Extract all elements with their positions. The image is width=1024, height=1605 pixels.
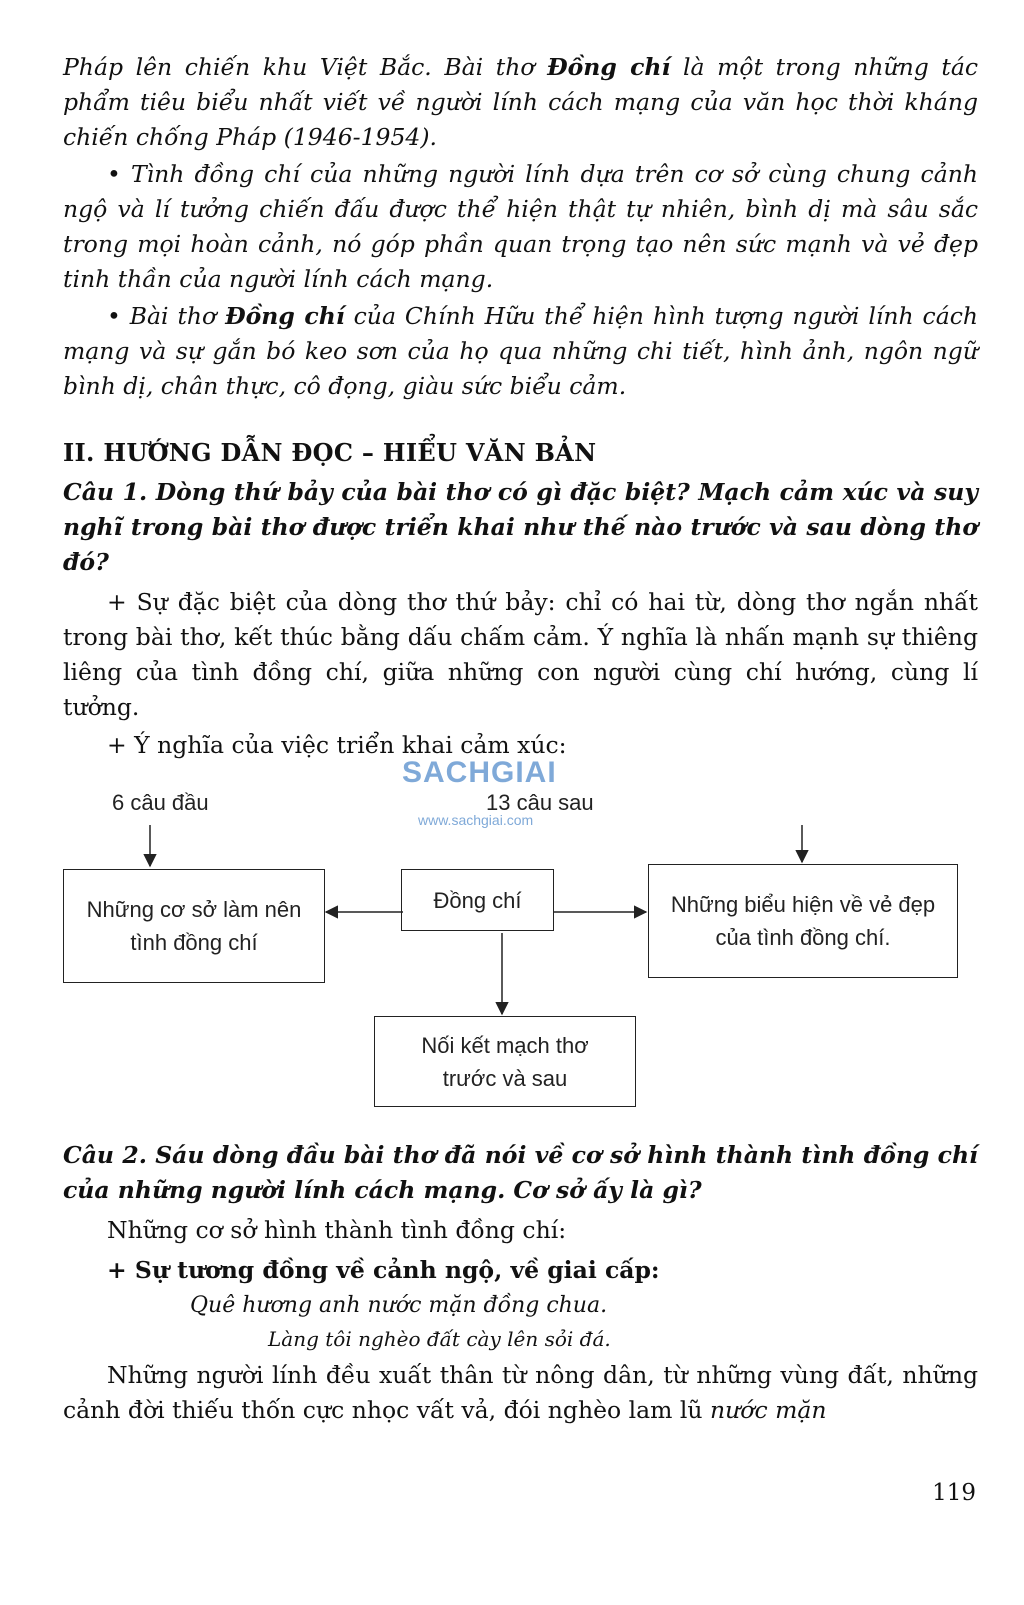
box-dong-chi: Đồng chí bbox=[401, 869, 554, 931]
q2-paragraph-text: Những người lính đều xuất thân từ nông dân, từ những vùng đất, những cảnh đời thiếu thốn cực nhọc vất vả, đói nghèo lam lũ bbox=[63, 1361, 978, 1424]
label-first-six-lines: 6 câu đầu bbox=[112, 790, 209, 815]
box-expressions: Những biểu hiện về vẻ đẹp của tình đồng chí. bbox=[648, 864, 958, 978]
bullet-1: • Tình đồng chí của những người lính dựa trên cơ sở cùng chung cảnh ngộ và lí tưởng chiến đấu được thể hiện thật tự nhiên, bình dị mà sâu sắc trong mọi hoàn cảnh, nó góp phần quan trọng tạo nên sức mạnh và vẻ đẹp tinh thần của người lính cách mạng. bbox=[63, 160, 978, 293]
answer-1-p2: + Ý nghĩa của việc triển khai cảm xúc: bbox=[107, 731, 567, 759]
intro-text: Pháp lên chiến khu Việt Bắc. Bài thơ bbox=[63, 53, 548, 81]
verse-line-2: Làng tôi nghèo đất cày lên sỏi đá. bbox=[268, 1327, 611, 1351]
q2-point-1: + Sự tương đồng về cảnh ngộ, về giai cấp: bbox=[107, 1256, 660, 1284]
verse-line-1: Quê hương anh nước mặn đồng chua. bbox=[190, 1293, 608, 1318]
bullet-2-lead: • Bài thơ bbox=[107, 302, 226, 330]
section-heading: II. HƯỚNG DẪN ĐỌC – HIỂU VĂN BẢN bbox=[63, 438, 597, 467]
intro-text-cont: là một trong những tác phẩm tiêu biểu nhất viết về người lính cách mạng của văn học thời kháng chiến chống Pháp (1946-1954). bbox=[63, 53, 978, 151]
q2-intro: Những cơ sở hình thành tình đồng chí: bbox=[107, 1216, 567, 1244]
bullet-2-text: của Chính Hữu thể hiện hình tượng người lính cách mạng và sự gắn bó keo sơn của họ qua những chi tiết, hình ảnh, ngôn ngữ bình dị, chân thực, cô đọng, giàu sức biểu cảm. bbox=[63, 302, 978, 400]
answer-1-p1: + Sự đặc biệt của dòng thơ thứ bảy: chỉ có hai từ, dòng thơ ngắn nhất trong bài thơ, kết thúc bằng dấu chấm cảm. Ý nghĩa là nhấn mạnh sự thiêng liêng của tình đồng chí, giữa những con người cùng chí hướng, cùng lí tưởng. bbox=[63, 588, 978, 721]
question-2: Câu 2. Sáu dòng đầu bài thơ đã nói về cơ sở hình thành tình đồng chí của những người lính cách mạng. Cơ sở ấy là gì? bbox=[63, 1141, 978, 1204]
intro-paragraph bbox=[63, 50, 978, 155]
q2-paragraph bbox=[63, 1358, 978, 1428]
poem-title: Đồng chí bbox=[547, 53, 671, 81]
q2-paragraph-italic: nước mặn bbox=[710, 1396, 827, 1424]
page-number: 119 bbox=[932, 1480, 976, 1506]
bullet-2 bbox=[63, 299, 978, 404]
box-foundations: Những cơ sở làm nên tình đồng chí bbox=[63, 869, 325, 983]
box-connection: Nối kết mạch thơ trước và sau bbox=[374, 1016, 636, 1107]
watermark-logo: SACHGIAI bbox=[402, 756, 557, 789]
label-last-thirteen-lines: 13 câu sau bbox=[486, 790, 594, 815]
question-1: Câu 1. Dòng thứ bảy của bài thơ có gì đặc biệt? Mạch cảm xúc và suy nghĩ trong bài thơ được triển khai như thế nào trước và sau dòng thơ đó? bbox=[63, 478, 978, 576]
poem-title: Đồng chí bbox=[225, 302, 345, 330]
watermark-url: www.sachgiai.com bbox=[418, 812, 534, 828]
